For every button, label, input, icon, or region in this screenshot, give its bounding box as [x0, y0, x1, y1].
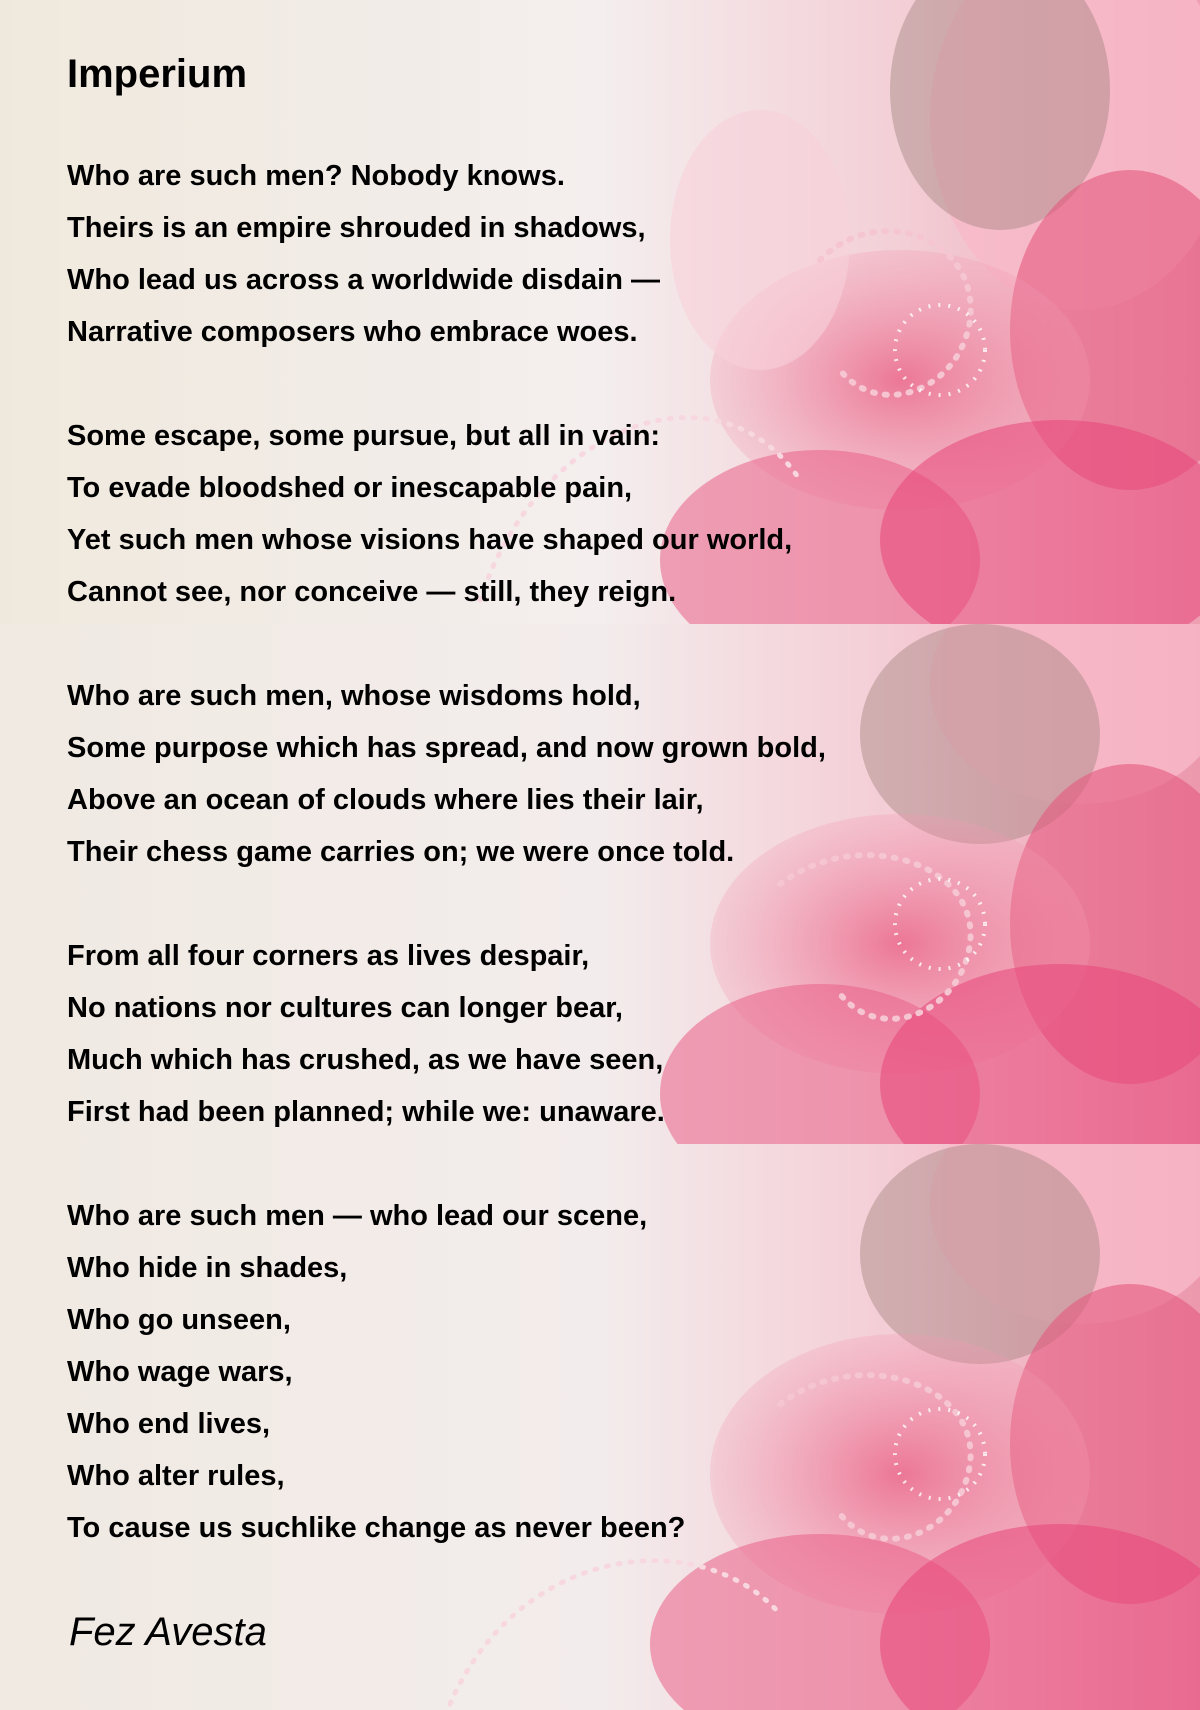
stanza	[67, 670, 1067, 878]
stanza	[67, 1190, 1067, 1554]
poem-line: Their chess game carries on; we were once told.	[67, 836, 735, 868]
poem-line: To cause us suchlike change as never been?	[67, 1512, 686, 1544]
poem-line: Cannot see, nor conceive — still, they reign.	[67, 576, 677, 608]
stanza	[67, 930, 1067, 1138]
poem-line: Above an ocean of clouds where lies their lair,	[67, 784, 704, 816]
poem-line: From all four corners as lives despair,	[67, 940, 590, 972]
poem-line: Who hide in shades,	[67, 1252, 348, 1284]
poem-line: Who alter rules,	[67, 1460, 285, 1492]
poem-line: No nations nor cultures can longer bear,	[67, 992, 623, 1024]
poem-line: Some escape, some pursue, but all in vain:	[67, 420, 661, 452]
poem-line: Much which has crushed, as we have seen,	[67, 1044, 664, 1076]
poem-line: Narrative composers who embrace woes.	[67, 316, 638, 348]
poem-line: Who are such men? Nobody knows.	[67, 160, 565, 192]
poem-line: Who are such men — who lead our scene,	[67, 1200, 648, 1232]
poem-line: First had been planned; while we: unaware.	[67, 1096, 665, 1128]
poem-author: Fez Avesta	[69, 1610, 267, 1654]
poem-line: To evade bloodshed or inescapable pain,	[67, 472, 633, 504]
poem-line: Who go unseen,	[67, 1304, 291, 1336]
poem-body	[67, 150, 1067, 1606]
poem-line: Yet such men whose visions have shaped our world,	[67, 524, 793, 556]
poem-title: Imperium	[67, 52, 248, 96]
stanza	[67, 150, 1067, 358]
poem-line: Some purpose which has spread, and now grown bold,	[67, 732, 826, 764]
poem-line: Who are such men, whose wisdoms hold,	[67, 680, 641, 712]
poem-line: Who wage wars,	[67, 1356, 293, 1388]
stanza	[67, 410, 1067, 618]
poem-line: Who end lives,	[67, 1408, 271, 1440]
poem-line: Who lead us across a worldwide disdain —	[67, 264, 661, 296]
poem-line: Theirs is an empire shrouded in shadows,	[67, 212, 646, 244]
